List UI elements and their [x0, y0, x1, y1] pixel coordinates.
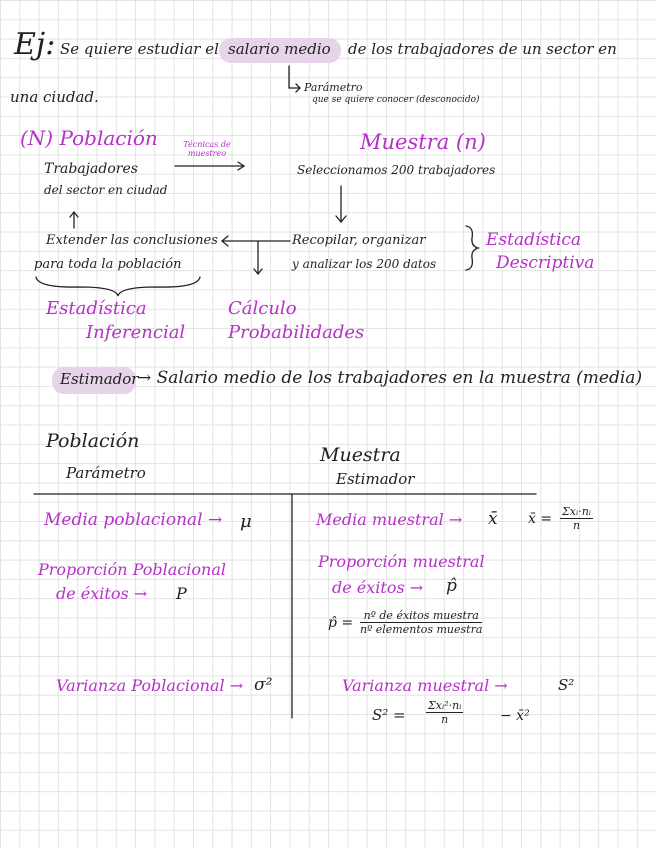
varianza-muestral: Varianza muestral → — [342, 676, 508, 695]
tecnicas-muestreo-label: Técnicas de muestreo — [183, 140, 231, 159]
media-muestral: Media muestral → — [316, 510, 463, 529]
trabajadores-line2: del sector en ciudad — [44, 183, 168, 197]
proporcion-muestral-2: de éxitos → — [332, 578, 424, 597]
s2-formula-fraction — [426, 700, 463, 725]
table-left-header-1: Población — [46, 430, 140, 452]
parametro-desc: que se quiere conocer (desconocido) — [312, 95, 480, 105]
s2-formula-denominator: n — [441, 713, 449, 726]
varianza-poblacional: Varianza Poblacional → — [56, 676, 244, 695]
seleccionamos-text: Seleccionamos 200 trabajadores — [297, 163, 496, 177]
intro-line2: una ciudad. — [10, 88, 99, 106]
proporcion-muestral-1: Proporción muestral — [318, 552, 485, 571]
xbar-formula-denominator: n — [572, 519, 581, 532]
recopilar-line2: y analizar los 200 datos — [292, 257, 437, 271]
estadistica-inferencial-2: Inferencial — [86, 322, 186, 343]
proporcion-poblacional-1: Proporción Poblacional — [38, 560, 226, 579]
phat-symbol: p̂ — [446, 576, 457, 596]
s2-formula-numerator: Σxᵢ²·nᵢ — [428, 699, 462, 712]
xbar-formula-lhs: x̄ = — [528, 511, 553, 527]
intro-line1-a: Se quiere estudiar el — [60, 40, 219, 58]
s2-formula-lhs: S² = — [372, 706, 406, 724]
estadistica-descriptiva-2: Descriptiva — [496, 253, 595, 273]
sigma-squared-symbol: σ² — [254, 675, 273, 695]
mu-symbol: μ — [240, 511, 252, 532]
p-symbol: P — [176, 584, 187, 603]
intro-line1-b: de los trabajadores de un sector en — [348, 40, 617, 58]
extender-line2: para toda la población — [34, 257, 182, 272]
extender-line1: Extender las conclusiones — [46, 233, 218, 248]
phat-formula-denominator: nº elementos muestra — [360, 623, 483, 636]
estimador-label: Estimador — [60, 370, 139, 388]
recopilar-line1: Recopilar, organizar — [292, 233, 426, 248]
phat-formula-numerator: nº de éxitos muestra — [360, 610, 482, 623]
estadistica-inferencial-1: Estadística — [46, 298, 147, 319]
table-left-header-2: Parámetro — [66, 464, 146, 482]
salario-medio-text: salario medio — [228, 40, 331, 58]
calculo-line1: Cálculo — [228, 298, 297, 319]
table-right-header-1: Muestra — [320, 444, 401, 466]
s-squared-symbol: S² — [558, 676, 575, 694]
calculo-line2: Probabilidades — [228, 322, 365, 343]
xbar-formula-numerator: Σxᵢ·nᵢ — [562, 505, 591, 518]
media-poblacional: Media poblacional → — [44, 510, 223, 530]
estimador-text: → Salario medio de los trabajadores en la muestra (media) — [137, 368, 643, 388]
muestra-heading: Muestra (n) — [360, 130, 486, 154]
example-label: Ej: — [14, 27, 56, 62]
phat-formula-fraction — [360, 610, 482, 635]
phat-formula-lhs: p̂ = — [328, 615, 354, 631]
parametro-label: Parámetro — [304, 81, 363, 94]
s2-formula-tail: − x̄² — [500, 708, 530, 724]
table-right-header-2: Estimador — [336, 470, 415, 488]
xbar-symbol: x̄ — [488, 509, 498, 529]
poblacion-heading: (N) Población — [20, 126, 158, 150]
xbar-formula-fraction — [560, 506, 593, 531]
trabajadores-line1: Trabajadores — [44, 161, 138, 177]
estadistica-descriptiva-1: Estadística — [486, 230, 582, 250]
proporcion-poblacional-2: de éxitos → — [56, 584, 148, 603]
